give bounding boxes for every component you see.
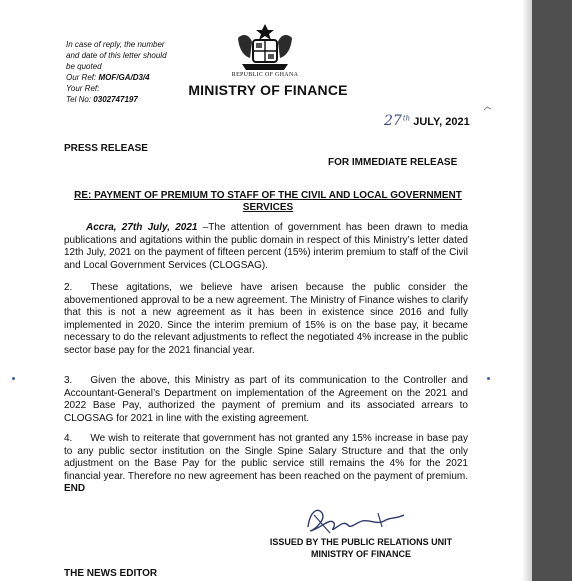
issued-by: ISSUED BY THE PUBLIC RELATIONS UNIT	[269, 537, 453, 547]
your-ref-label: Your Ref:	[66, 84, 100, 93]
reference-block	[66, 72, 150, 105]
our-ref-line	[66, 72, 150, 83]
coat-of-arms-icon	[232, 22, 298, 74]
release-date	[384, 113, 470, 129]
paragraph-3	[64, 375, 468, 425]
paragraph-2	[64, 282, 468, 358]
paragraph-4-number: 4.	[64, 433, 73, 444]
tel-label: Tel No:	[66, 95, 92, 104]
pen-mark-icon	[484, 106, 492, 112]
immediate-release-label: FOR IMMEDIATE RELEASE	[328, 157, 458, 168]
paragraph-3-text: Given the above, this Ministry as part of its communication to the Controller and Accountant-General’s Department on implementation of the Agreement on the 2021 and 2022 Base Pay, authorized the payment of premium and its associated arrears to CLOGSAG for 2021 in line with the existing agreement.	[64, 375, 468, 424]
issuer-ministry: MINISTRY OF FINANCE	[310, 549, 411, 559]
tel-line	[66, 94, 150, 105]
tel-value: 0302747197	[93, 95, 138, 104]
subject-heading: RE: PAYMENT OF PREMIUM TO STAFF OF THE CIVIL AND LOCAL GOVERNMENT SERVICES	[74, 190, 462, 213]
scan-dot-right	[487, 377, 490, 380]
end-marker: END	[64, 483, 86, 495]
scan-dot-left	[12, 377, 15, 380]
page-edge-shadow	[522, 0, 532, 581]
dateline: Accra, 27th July, 2021	[86, 222, 198, 233]
paragraph-1-text: –The attention of government has been drawn to media publications and agitations within the public domain in respect of this Ministry’s letter dated 12th July, 2021 on the payment of fifteen percent (15%) interim premium to staff of the Civil and Local Government Services (CLOGSAG).	[64, 222, 468, 271]
signature-icon	[300, 503, 412, 537]
month-year: JULY, 2021	[413, 116, 470, 128]
our-ref-label: Our Ref:	[66, 73, 97, 82]
your-ref-line	[66, 83, 150, 94]
paragraph-4-text: We wish to reiterate that government has not granted any 15% increase in base pay to any public sector institution on the Single Spine Salary Structure and that the only adjustment on the Base Pay for the public service still remains the 4% for the 2021 financial year. Therefore no new agreement has been reached on the payment of premium.	[64, 433, 468, 482]
handwritten-day-suffix: th	[402, 114, 411, 123]
paragraph-4	[64, 433, 468, 496]
handwritten-day: 27	[384, 113, 402, 129]
ministry-title: MINISTRY OF FINANCE	[188, 82, 348, 98]
press-release-heading: PRESS RELEASE	[64, 143, 148, 154]
paragraph-3-number: 3.	[64, 375, 73, 386]
viewer-side-bar	[532, 0, 572, 581]
issuer-block	[256, 536, 466, 560]
paragraph-2-text: These agitations, we believe have arisen because the public consider the abovementioned approval to be a new agreement. The Ministry of Finance wishes to clarify that this is not a new agreement as it has been in existence since 2016 and fully implemented in 2020. Since the interim premium of 15% is on the base pay, it became necessary to do the relevant adjustments to reflect the negotiated 4% increase in the public sector base pay for the 2021 financial year.	[64, 282, 468, 356]
paragraph-1	[64, 222, 468, 272]
republic-of-ghana: REPUBLIC OF GHANA	[231, 72, 299, 78]
reply-instruction: In case of reply, the number and date of this letter should be quoted	[66, 40, 167, 71]
addressee: THE NEWS EDITOR	[64, 568, 158, 579]
our-ref-value: MOF/GA/D3/4	[98, 73, 150, 82]
paragraph-2-number: 2.	[64, 282, 73, 293]
